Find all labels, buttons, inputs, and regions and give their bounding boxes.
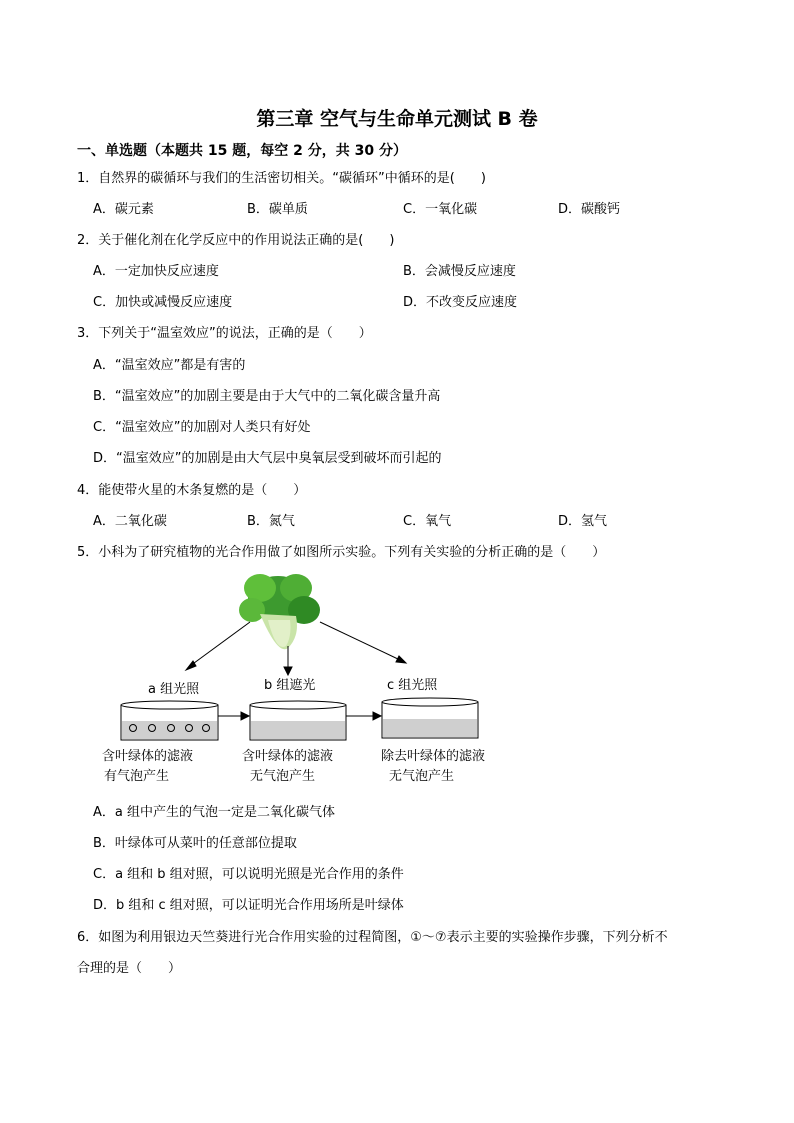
q5-option-b: B．叶绿体可从菜叶的任意部位提取 xyxy=(93,836,297,851)
q5-option-a: A．a 组中产生的气泡一定是二氧化碳气体 xyxy=(93,805,335,820)
q1-option-c: C．一氧化碳 xyxy=(403,202,478,217)
q3-option-a: A．“温室效应”都是有害的 xyxy=(93,358,246,373)
q2-option-d: D．不改变反应速度 xyxy=(403,295,518,310)
q5-option-c: C．a 组和 b 组对照，可以说明光照是光合作用的条件 xyxy=(93,867,404,882)
section-heading: 一、单选题（本题共 15 题，每空 2 分，共 30 分） xyxy=(77,143,407,159)
question-2-stem: 2．关于催化剂在化学反应中的作用说法正确的是( ) xyxy=(77,233,395,248)
group-a-caption-2: 有气泡产生 xyxy=(104,769,170,784)
q4-option-b: B．氮气 xyxy=(247,514,295,529)
group-b-caption-1: 含叶绿体的滤液 xyxy=(242,749,334,764)
page-title: 第三章 空气与生命单元测试 B 卷 xyxy=(256,108,538,130)
group-b-caption-2: 无气泡产生 xyxy=(250,769,316,784)
q1-option-a: A．碳元素 xyxy=(93,202,154,217)
q4-option-d: D．氢气 xyxy=(558,514,608,529)
question-1-stem: 1．自然界的碳循环与我们的生活密切相关。“碳循环”中循环的是( ) xyxy=(77,171,486,186)
question-6-stem-line-1: 6．如图为利用银边天竺葵进行光合作用实验的过程简图，①～⑦表示主要的实验操作步骤，下列分析不 xyxy=(77,930,668,945)
experiment-diagram xyxy=(100,566,520,790)
group-c-caption-1: 除去叶绿体的滤液 xyxy=(381,749,486,764)
dish-b xyxy=(250,701,346,740)
question-5-stem: 5．小科为了研究植物的光合作用做了如图所示实验。下列有关实验的分析正确的是（ ） xyxy=(77,545,606,560)
question-4-stem: 4．能使带火星的木条复燃的是（ ） xyxy=(77,483,307,498)
q4-option-a: A．二氧化碳 xyxy=(93,514,167,529)
bok-choy-icon xyxy=(239,574,320,649)
q1-option-b: B．碳单质 xyxy=(247,202,308,217)
dish-c xyxy=(382,698,478,738)
question-6-stem-line-2: 合理的是（ ） xyxy=(77,961,182,976)
experiment-figure xyxy=(100,566,520,790)
group-a-label: a 组光照 xyxy=(148,682,200,697)
q2-option-c: C．加快或减慢反应速度 xyxy=(93,295,233,310)
question-3-stem: 3．下列关于“温室效应”的说法，正确的是（ ） xyxy=(77,326,372,341)
q3-option-b: B．“温室效应”的加剧主要是由于大气中的二氧化碳含量升高 xyxy=(93,389,441,404)
q3-option-c: C．“温室效应”的加剧对人类只有好处 xyxy=(93,420,311,435)
q5-option-d: D．b 组和 c 组对照，可以证明光合作用场所是叶绿体 xyxy=(93,898,404,913)
group-b-label: b 组遮光 xyxy=(264,678,316,693)
q2-option-a: A．一定加快反应速度 xyxy=(93,264,219,279)
q2-option-b: B．会减慢反应速度 xyxy=(403,264,516,279)
q3-option-d: D．“温室效应”的加剧是由大气层中臭氧层受到破坏而引起的 xyxy=(93,451,442,466)
q4-option-c: C．氧气 xyxy=(403,514,452,529)
group-a-caption-1: 含叶绿体的滤液 xyxy=(102,749,194,764)
dish-a xyxy=(121,701,218,740)
q1-option-d: D．碳酸钙 xyxy=(558,202,621,217)
group-c-label: c 组光照 xyxy=(387,678,438,693)
group-c-caption-2: 无气泡产生 xyxy=(389,769,455,784)
